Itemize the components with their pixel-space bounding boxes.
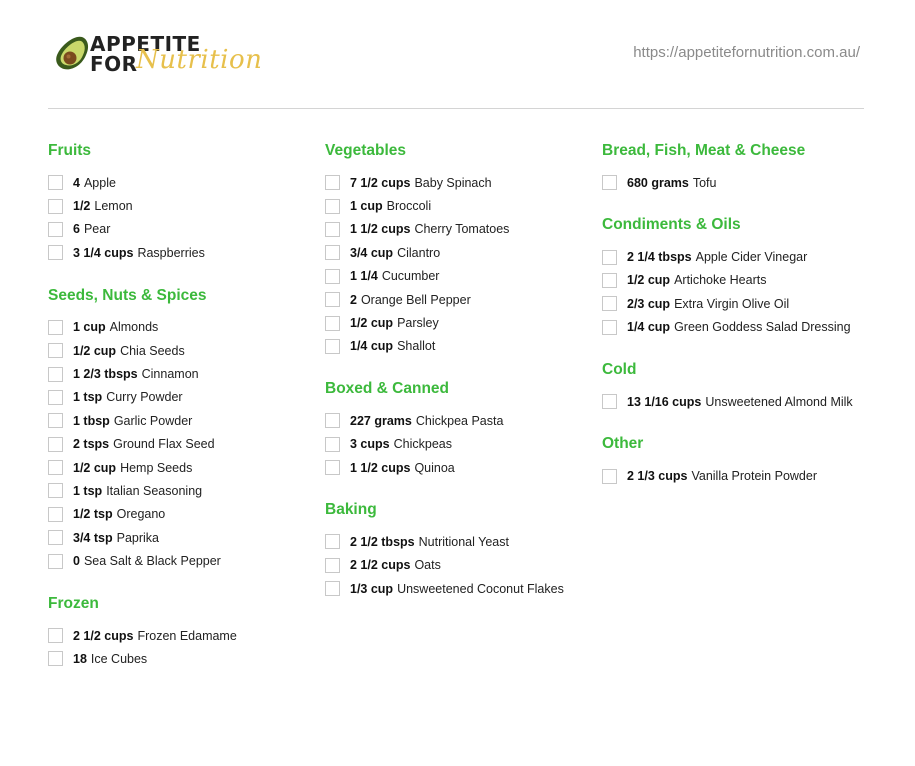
list-item — [325, 265, 595, 288]
section-seeds-nuts-spices — [48, 285, 318, 573]
item-quantity: 1 tsp — [73, 390, 103, 405]
section-baking — [325, 499, 595, 600]
section-condiments-oils — [602, 214, 872, 339]
checkbox[interactable] — [48, 628, 63, 643]
checkbox[interactable] — [325, 558, 340, 573]
item-quantity: 2 1/4 tbsps — [627, 250, 692, 265]
section-title: Baking — [325, 501, 377, 519]
item-quantity: 1 cup — [350, 199, 383, 214]
checkbox[interactable] — [325, 534, 340, 549]
checkbox[interactable] — [48, 245, 63, 260]
item-name: Cucumber — [381, 269, 440, 284]
item-name: Chia Seeds — [120, 343, 185, 358]
item-quantity: 2 — [350, 292, 357, 307]
section-boxed-canned — [325, 378, 595, 479]
section-title: Fruits — [48, 142, 92, 159]
list-item — [48, 171, 318, 194]
item-quantity: 2 1/2 cups — [73, 628, 134, 643]
section-frozen — [48, 593, 318, 671]
checkbox[interactable] — [602, 296, 617, 311]
item-name: Tofu — [692, 175, 717, 190]
item-name: Cinnamon — [141, 367, 199, 382]
section-title: Boxed & Canned — [325, 380, 450, 398]
item-name: Almonds — [109, 320, 159, 335]
list-item — [48, 526, 318, 549]
list-item — [602, 316, 872, 339]
checkbox[interactable] — [325, 460, 340, 475]
item-name: Orange Bell Pepper — [360, 292, 471, 307]
logo-word-appetite: APPETITE — [90, 32, 201, 56]
list-item — [602, 269, 872, 292]
list-item — [602, 464, 872, 487]
list-item — [602, 292, 872, 315]
list-item — [325, 194, 595, 217]
item-name: Vanilla Protein Powder — [691, 469, 817, 484]
item-quantity: 3 1/4 cups — [73, 245, 134, 260]
item-quantity: 2 tsps — [73, 437, 110, 452]
avocado-icon — [52, 33, 92, 73]
checkbox[interactable] — [602, 250, 617, 265]
item-name: Unsweetened Almond Milk — [705, 394, 853, 409]
list-item — [48, 624, 318, 647]
item-quantity: 3 cups — [350, 437, 390, 452]
item-quantity: 3/4 cup — [350, 245, 394, 260]
section-title: Condiments & Oils — [602, 216, 741, 234]
item-quantity: 3/4 tsp — [73, 530, 113, 545]
logo-word-for: FOR — [90, 52, 138, 76]
item-name: Italian Seasoning — [106, 483, 203, 498]
list-item — [325, 171, 595, 194]
item-name: Ground Flax Seed — [113, 437, 215, 452]
checkbox[interactable] — [48, 222, 63, 237]
item-quantity: 1 1/2 cups — [350, 222, 411, 237]
checkbox[interactable] — [48, 413, 63, 428]
checkbox[interactable] — [602, 273, 617, 288]
list-item — [48, 241, 318, 264]
item-quantity: 1/3 cup — [350, 581, 394, 596]
list-item — [48, 386, 318, 409]
checkbox[interactable] — [48, 390, 63, 405]
item-name: Apple Cider Vinegar — [695, 250, 808, 265]
site-url-link[interactable]: https://appetitefornutrition.com.au/ — [633, 44, 860, 61]
item-name: Extra Virgin Olive Oil — [674, 296, 790, 311]
header-divider — [48, 108, 864, 109]
list-item — [325, 433, 595, 456]
item-quantity: 1/2 cup — [627, 273, 671, 288]
item-name: Artichoke Hearts — [674, 273, 767, 288]
list-item — [48, 503, 318, 526]
section-fruits — [48, 140, 318, 265]
item-name: Chickpea Pasta — [415, 413, 504, 428]
item-name: Unsweetened Coconut Flakes — [397, 581, 564, 596]
item-quantity: 2/3 cup — [627, 296, 671, 311]
checkbox[interactable] — [325, 222, 340, 237]
item-name: Cilantro — [397, 245, 441, 260]
item-quantity: 6 — [73, 222, 80, 237]
item-name: Frozen Edamame — [137, 628, 237, 643]
brand-logo[interactable] — [52, 31, 263, 76]
item-name: Cherry Tomatoes — [414, 222, 510, 237]
item-name: Baby Spinach — [414, 175, 492, 190]
section-bread-fish-meat-cheese — [602, 140, 872, 194]
item-quantity: 1 cup — [73, 320, 106, 335]
checkbox[interactable] — [602, 320, 617, 335]
list-item — [602, 245, 872, 268]
list-item — [48, 479, 318, 502]
item-name: Oats — [414, 558, 441, 573]
list-item — [48, 316, 318, 339]
item-quantity: 1 1/2 cups — [350, 460, 411, 475]
item-name: Lemon — [94, 199, 133, 214]
checkbox[interactable] — [602, 469, 617, 484]
list-item — [325, 335, 595, 358]
section-title: Seeds, Nuts & Spices — [48, 286, 207, 304]
item-name: Ice Cubes — [90, 651, 148, 666]
list-item — [48, 549, 318, 572]
item-name: Oregano — [116, 507, 166, 522]
item-quantity: 0 — [73, 554, 80, 569]
checkbox[interactable] — [48, 554, 63, 569]
item-quantity: 1/4 cup — [627, 320, 671, 335]
checkbox[interactable] — [48, 199, 63, 214]
checkbox[interactable] — [325, 245, 340, 260]
checkbox[interactable] — [325, 269, 340, 284]
list-item — [48, 194, 318, 217]
item-quantity: 7 1/2 cups — [350, 175, 411, 190]
checkbox[interactable] — [325, 199, 340, 214]
checkbox[interactable] — [602, 394, 617, 409]
item-quantity: 1 tsp — [73, 483, 103, 498]
checkbox[interactable] — [325, 316, 340, 331]
column-2 — [325, 140, 595, 620]
list-item — [325, 241, 595, 264]
checkbox[interactable] — [48, 530, 63, 545]
item-name: Curry Powder — [106, 390, 183, 405]
item-name: Sea Salt & Black Pepper — [83, 554, 221, 569]
item-name: Paprika — [116, 530, 159, 545]
item-quantity: 1/4 cup — [350, 339, 394, 354]
section-title: Other — [602, 435, 644, 453]
item-quantity: 227 grams — [350, 413, 412, 428]
item-quantity: 1/2 tsp — [73, 507, 113, 522]
item-name: Parsley — [397, 316, 439, 331]
page-header — [48, 28, 864, 78]
list-item — [602, 171, 872, 194]
list-item — [48, 409, 318, 432]
item-name: Broccoli — [386, 199, 432, 214]
item-quantity: 2 1/2 cups — [350, 558, 411, 573]
section-title: Vegetables — [325, 142, 406, 159]
checkbox[interactable] — [48, 507, 63, 522]
item-name: Apple — [83, 175, 116, 190]
item-quantity: 2 1/2 tbsps — [350, 534, 415, 549]
list-item — [325, 311, 595, 334]
item-quantity: 1/2 — [73, 199, 91, 214]
item-quantity: 1 2/3 tbsps — [73, 367, 138, 382]
section-title: Cold — [602, 360, 637, 378]
list-item — [325, 218, 595, 241]
checkbox[interactable] — [48, 437, 63, 452]
item-quantity: 13 1/16 cups — [627, 394, 702, 409]
column-3 — [602, 140, 872, 508]
item-quantity: 1 tbsp — [73, 413, 110, 428]
list-item — [48, 218, 318, 241]
logo-word-nutrition: Nutrition — [136, 45, 263, 75]
section-other — [602, 433, 872, 487]
checkbox[interactable] — [602, 175, 617, 190]
item-quantity: 680 grams — [627, 175, 689, 190]
checkbox[interactable] — [48, 460, 63, 475]
item-quantity: 1/2 cup — [350, 316, 394, 331]
list-item — [325, 554, 595, 577]
list-item — [48, 647, 318, 670]
checkbox[interactable] — [48, 367, 63, 382]
list-item — [602, 390, 872, 413]
checkbox[interactable] — [48, 343, 63, 358]
list-item — [325, 530, 595, 553]
item-name: Raspberries — [137, 245, 205, 260]
item-name: Pear — [83, 222, 111, 237]
checkbox[interactable] — [325, 292, 340, 307]
list-item — [48, 456, 318, 479]
item-name: Shallot — [397, 339, 436, 354]
list-item — [325, 288, 595, 311]
item-quantity: 1/2 cup — [73, 460, 117, 475]
item-quantity: 2 1/3 cups — [627, 469, 688, 484]
list-item — [325, 577, 595, 600]
section-title: Bread, Fish, Meat & Cheese — [602, 142, 806, 159]
item-quantity: 4 — [73, 175, 80, 190]
checkbox[interactable] — [325, 339, 340, 354]
checkbox[interactable] — [48, 651, 63, 666]
item-name: Quinoa — [414, 460, 455, 475]
item-name: Hemp Seeds — [120, 460, 193, 475]
checkbox[interactable] — [325, 413, 340, 428]
list-item — [48, 362, 318, 385]
checkbox[interactable] — [48, 175, 63, 190]
list-item — [325, 456, 595, 479]
column-1 — [48, 140, 318, 691]
item-quantity: 1/2 cup — [73, 343, 117, 358]
section-title: Frozen — [48, 594, 99, 612]
section-cold — [602, 359, 872, 413]
checkbox[interactable] — [48, 320, 63, 335]
item-name: Green Goddess Salad Dressing — [674, 320, 851, 335]
checkbox[interactable] — [325, 437, 340, 452]
section-vegetables — [325, 140, 595, 358]
checkbox[interactable] — [48, 483, 63, 498]
item-name: Nutritional Yeast — [418, 534, 509, 549]
checkbox[interactable] — [325, 581, 340, 596]
list-item — [48, 339, 318, 362]
list-item — [48, 433, 318, 456]
item-quantity: 1 1/4 — [350, 269, 378, 284]
item-name: Garlic Powder — [113, 413, 193, 428]
checkbox[interactable] — [325, 175, 340, 190]
item-quantity: 18 — [73, 651, 87, 666]
list-item — [325, 409, 595, 432]
item-name: Chickpeas — [393, 437, 452, 452]
